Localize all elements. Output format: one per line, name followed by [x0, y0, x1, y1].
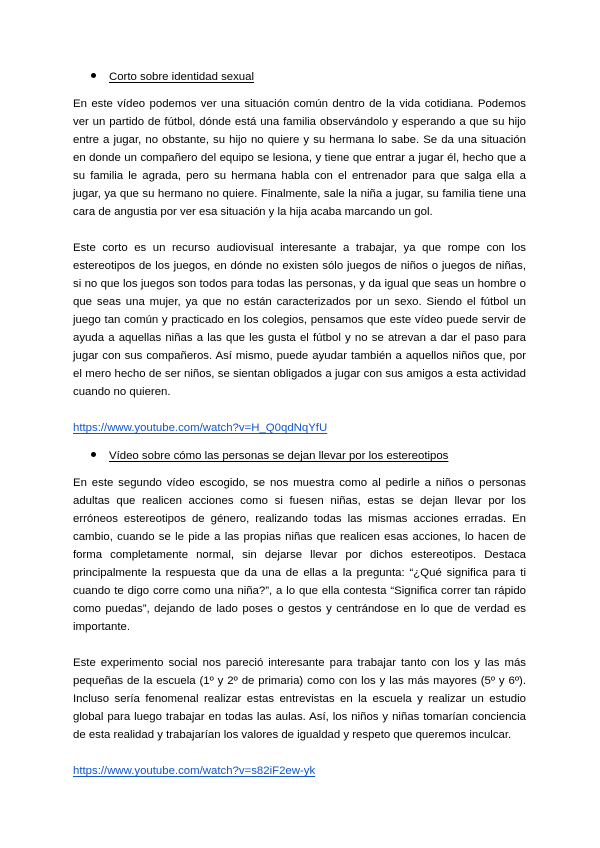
bullet-item-short-film: [91, 68, 526, 86]
paragraph: Este corto es un recurso audiovisual interesante a trabajar, ya que rompe con los estereotipos de los juegos, en dónde no existen sólo juegos de niños o juegos de niñas, si no que los juegos son todos para todas las personas, y da igual que seas un hombre o que seas una mujer, ya que no están caracterizados por un sexo. Siendo el fútbol un juego tan común y practicado en los colegios, pensamos que este vídeo puede servir de ayuda a aquellas niñas a las que les gusta el fútbol y no se atrevan a dar el paso para jugar con sus compañeros. Así mismo, puede ayudar también a aquellos niños que, por el mero hecho de ser niños, se sientan obligados a jugar con sus amigos a esta actividad cuando no quieren.: [73, 242, 526, 398]
youtube-link[interactable]: https://www.youtube.com/watch?v=H_Q0qdNqYfU: [73, 422, 328, 434]
bullet-item-stereotypes-video: [91, 447, 526, 465]
section-heading: Vídeo sobre cómo las personas se dejan llevar por los estereotipos: [109, 450, 449, 462]
paragraph: Este experimento social nos pareció interesante para trabajar tanto con los y las más pequeñas de la escuela (1º y 2º de primaria) como con los y las más mayores (5º y 6º). Incluso sería fenomenal realizar estas entrevistas en la escuela y realizar un estudio global para luego trabajar en todas las aulas. Así, los niños y niñas tomarían conciencia de esta realidad y trabajarían los valores de igualdad y respeto que queremos inculcar.: [73, 657, 526, 741]
bullet-icon: [91, 73, 96, 78]
paragraph: En este vídeo podemos ver una situación común dentro de la vida cotidiana. Podemos ver un partido de fútbol, dónde está una familia observándolo y esperando a que su hijo entre a jugar, no obstante, su hijo no quiere y su hermana lo sabe. Se da una situación en donde un compañero del equipo se lesiona, y tiene que entrar a jugar él, hecho que a su familia le agrada, pero su hermana habla con el entrenador para que salga ella a jugar, ya que su hermano no quiere. Finalmente, sale la niña a jugar, su familia tiene una cara de angustia por ver esa situación y la hija acaba marcando un gol.: [73, 98, 526, 218]
youtube-link[interactable]: https://www.youtube.com/watch?v=s82iF2ew-yk: [73, 765, 316, 777]
bullet-icon: [91, 452, 96, 457]
document-content: [73, 68, 526, 790]
paragraph: En este segundo vídeo escogido, se nos muestra como al pedirle a niños o personas adultas que realicen acciones como si fuesen niñas, estas se dejan llevar por los erróneos estereotipos de género, realizando todas las mismas acciones erradas. En cambio, cuando se le pide a las propias niñas que realicen esas acciones, lo hacen de forma completamente normal, sin dejarse llevar por dichos estereotipos. Destaca principalmente la respuesta que da una de ellas a la pregunta: “¿Qué significa para ti cuando te digo corre como una niña?”, a lo que ella contesta “Significa correr tan rápido como puedas”, dejando de lado poses o gestos y centrándose en lo que de verdad es importante.: [73, 477, 526, 633]
section-heading: Corto sobre identidad sexual: [109, 71, 255, 83]
